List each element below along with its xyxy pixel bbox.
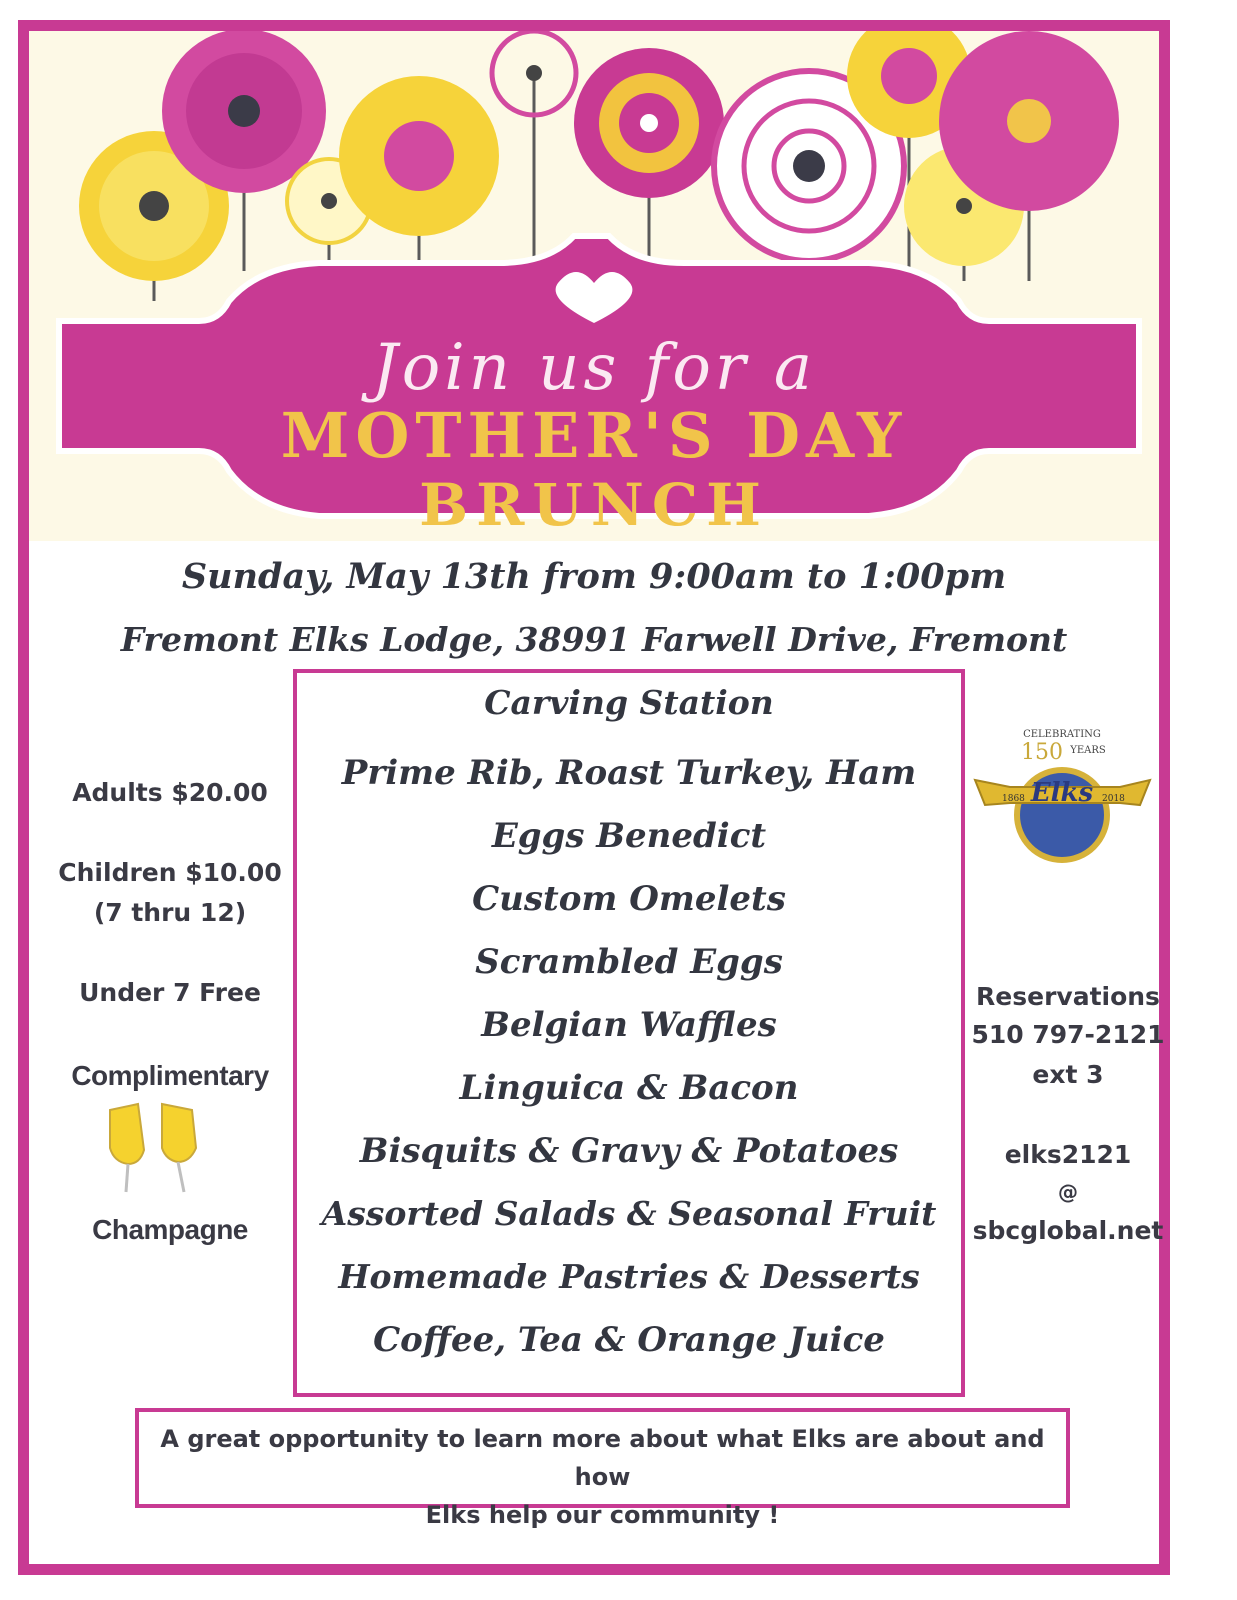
menu-box bbox=[293, 669, 965, 1397]
phone-number: 510 797-2121 bbox=[971, 1020, 1165, 1049]
note-box bbox=[135, 1408, 1070, 1529]
menu-item: Custom Omelets bbox=[472, 879, 786, 919]
note-line2: Elks help our community ! bbox=[425, 1501, 780, 1529]
menu-item: Prime Rib, Roast Turkey, Ham bbox=[341, 753, 917, 793]
menu-item: Belgian Waffles bbox=[481, 1005, 777, 1045]
menu-item: Coffee, Tea & Orange Juice bbox=[373, 1320, 885, 1360]
phone-ext: ext 3 bbox=[1032, 1060, 1104, 1089]
flower-yellow-star bbox=[339, 76, 499, 236]
email-user: elks2121 bbox=[1004, 1140, 1132, 1169]
menu-item: Assorted Salads & Seasonal Fruit bbox=[321, 1194, 937, 1233]
champagne-label: Champagne bbox=[92, 1214, 248, 1245]
hero-banner bbox=[29, 31, 1159, 541]
logo-brand: Elks bbox=[1030, 778, 1094, 808]
menu-item: Homemade Pastries & Desserts bbox=[338, 1257, 920, 1296]
reservations-label: Reservations bbox=[976, 982, 1160, 1011]
price-children: Children $10.00 bbox=[58, 858, 282, 887]
menu-item: Scrambled Eggs bbox=[475, 942, 783, 982]
complimentary-label: Complimentary bbox=[71, 1060, 269, 1091]
email-domain: sbcglobal.net bbox=[972, 1216, 1164, 1245]
banner-title-line2: BRUNCH bbox=[419, 471, 769, 539]
menu-item: Linguica & Bacon bbox=[459, 1068, 799, 1108]
banner-join-text: Join us for a bbox=[372, 331, 816, 405]
logo-year-start: 1868 bbox=[1002, 794, 1025, 804]
price-adults: Adults $20.00 bbox=[72, 778, 268, 807]
logo-year-end: 2018 bbox=[1102, 794, 1125, 804]
price-under7: Under 7 Free bbox=[79, 978, 261, 1007]
champagne-glasses-icon bbox=[100, 1100, 210, 1200]
logo-years-num: 150 bbox=[1021, 740, 1063, 765]
email-at: @ bbox=[1058, 1180, 1078, 1204]
logo-celebrating: CELEBRATING bbox=[1023, 729, 1101, 740]
flower-magenta-center bbox=[574, 48, 724, 198]
note-line1: A great opportunity to learn more about what Elks are about and how bbox=[160, 1425, 1045, 1491]
logo-years: YEARS bbox=[1070, 745, 1106, 756]
menu-item: Bisquits & Gravy & Potatoes bbox=[359, 1131, 899, 1171]
flower-magenta-right bbox=[939, 31, 1119, 211]
banner-title-line1: MOTHER'S DAY bbox=[280, 399, 908, 472]
menu-item: Eggs Benedict bbox=[491, 816, 767, 856]
menu-header: Carving Station bbox=[484, 683, 774, 722]
event-place: Fremont Elks Lodge, 38991 Farwell Drive, Fremont bbox=[120, 620, 1068, 659]
price-children-ages: (7 thru 12) bbox=[93, 898, 247, 927]
event-date: Sunday, May 13th from 9:00am to 1:00pm bbox=[181, 556, 1007, 597]
elks-150-logo bbox=[970, 725, 1155, 865]
